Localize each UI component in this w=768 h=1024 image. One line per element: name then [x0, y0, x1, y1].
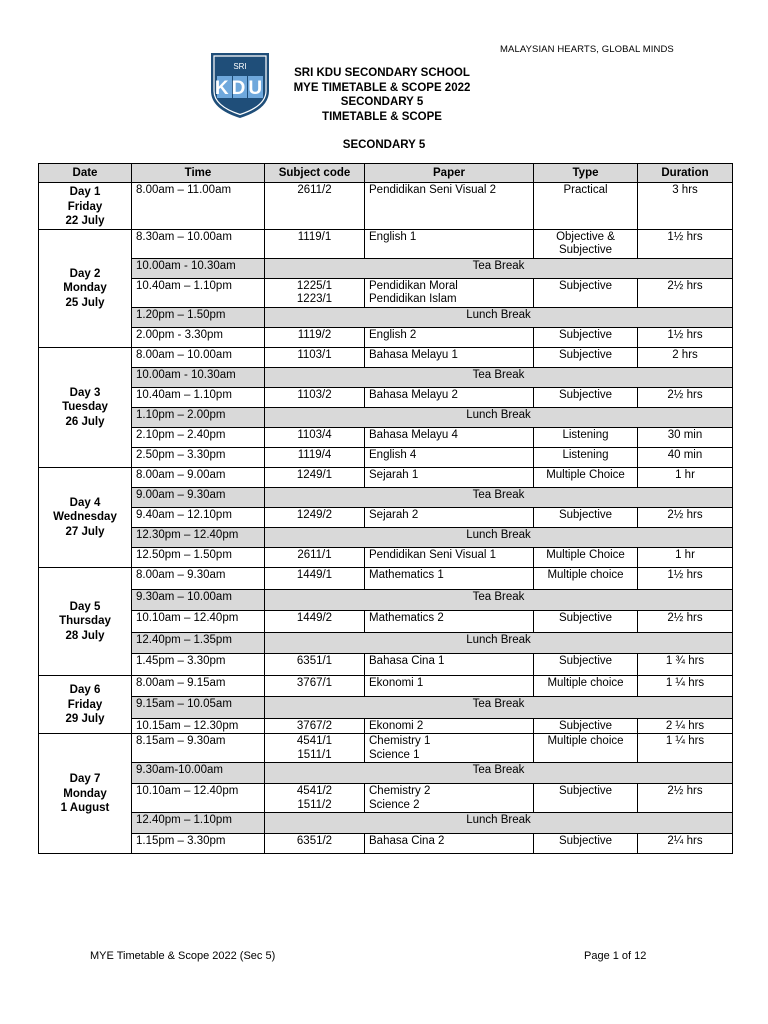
time-cell: 8.15am – 9.30am [132, 734, 265, 763]
paper-cell [365, 427, 534, 447]
subject-code-cell [265, 327, 365, 347]
time-cell: 9.30am – 10.00am [132, 589, 265, 610]
paper-cell [365, 447, 534, 467]
date-line: Monday [63, 787, 107, 800]
time-cell: 8.00am – 9.00am [132, 467, 265, 487]
table-row [39, 467, 733, 487]
duration-cell: 2 ¼ hrs [638, 718, 733, 734]
date-line: 26 July [65, 415, 105, 428]
break-label: Tea Break [265, 589, 733, 610]
time-cell: 12.40pm – 1.35pm [132, 632, 265, 653]
table-row [39, 734, 733, 763]
column-header-duration: Duration [638, 164, 733, 183]
column-header-paper: Paper [365, 164, 534, 183]
break-label: Tea Break [265, 763, 733, 784]
paper-name: Chemistry 1 [369, 735, 431, 747]
table-row [39, 567, 733, 589]
date-line: 22 July [65, 215, 105, 227]
paper-cell [365, 610, 534, 632]
time-cell: 10.00am - 10.30am [132, 367, 265, 387]
paper-cell [365, 653, 534, 675]
school-crest-logo [209, 51, 271, 120]
paper-name: Ekonomi 1 [369, 676, 424, 689]
break-row [39, 307, 733, 327]
break-row [39, 487, 733, 507]
subject-code-cell [265, 427, 365, 447]
table-row [39, 183, 733, 230]
time-cell: 1.20pm – 1.50pm [132, 307, 265, 327]
date-line: 25 July [65, 296, 105, 309]
time-cell: 12.40pm – 1.10pm [132, 813, 265, 834]
time-cell: 8.00am – 9.30am [132, 567, 265, 589]
table-row [39, 327, 733, 347]
break-label: Lunch Break [265, 307, 733, 327]
subject-code-cell [265, 653, 365, 675]
date-line: Thursday [59, 615, 111, 628]
type-cell: Multiple choice [534, 567, 638, 589]
subject-code-cell [265, 387, 365, 407]
subject-code-cell [265, 229, 365, 258]
date-line: Day 2 [69, 267, 101, 280]
subject-code-cell [265, 507, 365, 527]
paper-name: Sejarah 2 [369, 508, 419, 521]
type-cell: Subjective [534, 834, 638, 854]
table-row [39, 610, 733, 632]
table-row [39, 718, 733, 734]
date-line: Friday [67, 200, 103, 213]
paper-name: Sejarah 1 [369, 468, 419, 481]
subject-code-cell [265, 547, 365, 567]
paper-cell [365, 547, 534, 567]
subject-code: 6351/2 [296, 835, 333, 847]
table-header-row [39, 164, 733, 183]
paper-cell [365, 718, 534, 734]
time-cell: 2.00pm - 3.30pm [132, 327, 265, 347]
paper-name: Pendidikan Islam [369, 293, 457, 305]
time-cell: 10.10am – 12.40pm [132, 784, 265, 813]
break-label: Tea Break [265, 258, 733, 278]
time-cell: 10.40am – 1.10pm [132, 387, 265, 407]
subject-code: 3767/1 [296, 676, 333, 689]
subject-code-cell [265, 784, 365, 813]
date-cell [39, 675, 132, 734]
paper-name: Bahasa Cina 1 [369, 654, 445, 667]
paper-cell [365, 507, 534, 527]
break-label: Lunch Break [265, 527, 733, 547]
time-cell: 1.15pm – 3.30pm [132, 834, 265, 854]
subject-code: 1449/1 [296, 568, 333, 581]
date-line: 1 August [60, 802, 110, 815]
subject-code-cell [265, 834, 365, 854]
type-cell: Subjective [534, 387, 638, 407]
subject-code-cell [265, 610, 365, 632]
paper-name: English 2 [369, 328, 417, 341]
type-cell: Subjective [534, 327, 638, 347]
date-cell [39, 183, 132, 230]
subject-code-cell [265, 675, 365, 696]
table-row [39, 427, 733, 447]
date-line: Day 7 [69, 773, 101, 786]
paper-cell [365, 278, 534, 307]
date-cell [39, 229, 132, 347]
subject-code-cell [265, 734, 365, 763]
duration-cell: 2½ hrs [638, 610, 733, 632]
paper-cell [365, 229, 534, 258]
paper-name: Mathematics 2 [369, 611, 444, 624]
subject-code: 1223/1 [296, 293, 333, 305]
duration-cell: 1 ¼ hrs [638, 675, 733, 696]
duration-cell: 30 min [638, 427, 733, 447]
type-cell: Listening [534, 447, 638, 467]
time-cell: 12.30pm – 12.40pm [132, 527, 265, 547]
paper-cell [365, 675, 534, 696]
paper-name: Science 1 [369, 748, 420, 761]
date-line: 29 July [65, 713, 105, 725]
paper-name: Bahasa Cina 2 [369, 835, 445, 847]
paper-name: Bahasa Melayu 4 [369, 428, 458, 441]
type-cell: Practical [534, 183, 638, 230]
break-label: Lunch Break [265, 813, 733, 834]
subject-code-cell [265, 447, 365, 467]
paper-cell [365, 467, 534, 487]
column-header-subject-code: Subject code [265, 164, 365, 183]
subject-code: 3767/2 [296, 719, 333, 732]
subject-code: 1119/2 [297, 328, 332, 341]
type-cell: Objective & Subjective [534, 229, 638, 258]
break-row [39, 407, 733, 427]
break-row [39, 763, 733, 784]
time-cell: 12.50pm – 1.50pm [132, 547, 265, 567]
table-row [39, 229, 733, 258]
paper-name: Pendidikan Moral [369, 279, 458, 292]
break-label: Lunch Break [265, 407, 733, 427]
date-cell [39, 567, 132, 675]
exam-title: MYE TIMETABLE & SCOPE 2022 [293, 81, 471, 94]
logo-top-text: SRI [233, 62, 247, 71]
table-row [39, 507, 733, 527]
time-cell: 9.00am – 9.30am [132, 487, 265, 507]
subject-code-cell [265, 718, 365, 734]
paper-cell [365, 387, 534, 407]
time-cell: 10.00am - 10.30am [132, 258, 265, 278]
duration-cell: 1½ hrs [638, 567, 733, 589]
break-label: Tea Break [265, 696, 733, 718]
break-row [39, 632, 733, 653]
table-row [39, 387, 733, 407]
date-cell [39, 467, 132, 567]
subject-code: 1119/4 [297, 448, 332, 461]
subject-code: 1119/1 [297, 230, 332, 243]
subject-code: 1103/2 [297, 388, 332, 401]
type-cell: Subjective [534, 347, 638, 367]
subject-code: 1249/1 [296, 468, 333, 481]
time-cell: 1.45pm – 3.30pm [132, 653, 265, 675]
time-cell: 9.15am – 10.05am [132, 696, 265, 718]
subject-code: 2611/1 [297, 548, 332, 561]
document-kind: TIMETABLE & SCOPE [322, 110, 442, 123]
paper-name: Pendidikan Seni Visual 2 [369, 184, 497, 196]
break-label: Tea Break [265, 487, 733, 507]
duration-cell: 2½ hrs [638, 387, 733, 407]
table-row [39, 834, 733, 854]
break-row [39, 696, 733, 718]
type-cell: Subjective [534, 718, 638, 734]
time-cell: 10.40am – 1.10pm [132, 278, 265, 307]
time-cell: 8.00am – 10.00am [132, 347, 265, 367]
subject-code: 4541/2 [296, 785, 333, 797]
duration-cell: 1½ hrs [638, 229, 733, 258]
date-line: Day 5 [69, 600, 101, 613]
break-row [39, 367, 733, 387]
type-cell: Multiple Choice [534, 467, 638, 487]
type-cell: Listening [534, 427, 638, 447]
subject-code: 1103/4 [297, 428, 332, 441]
section-subtitle: SECONDARY 5 [342, 139, 426, 151]
date-line: Day 1 [69, 186, 101, 198]
subject-code: 4541/1 [296, 735, 333, 747]
subject-code-cell [265, 467, 365, 487]
duration-cell: 1½ hrs [638, 327, 733, 347]
table-row [39, 784, 733, 813]
time-cell: 2.50pm – 3.30pm [132, 447, 265, 467]
paper-cell [365, 734, 534, 763]
column-header-time: Time [132, 164, 265, 183]
date-line: Monday [63, 282, 107, 295]
subject-code: 1511/2 [297, 798, 332, 811]
date-line: 27 July [65, 525, 105, 538]
duration-cell: 2½ hrs [638, 507, 733, 527]
time-cell: 8.30am – 10.00am [132, 229, 265, 258]
subject-code: 1225/1 [296, 279, 333, 292]
duration-cell: 2 hrs [638, 347, 733, 367]
column-header-type: Type [534, 164, 638, 183]
paper-cell [365, 834, 534, 854]
duration-cell: 2½ hrs [638, 278, 733, 307]
date-line: Day 4 [69, 496, 101, 509]
table-row [39, 447, 733, 467]
paper-name: English 4 [369, 448, 417, 461]
date-line: Wednesday [53, 511, 117, 524]
duration-cell: 2¼ hrs [638, 834, 733, 854]
duration-cell: 2½ hrs [638, 784, 733, 813]
paper-name: English 1 [369, 230, 417, 243]
paper-name: Ekonomi 2 [369, 719, 424, 732]
break-row [39, 813, 733, 834]
type-cell: Multiple Choice [534, 547, 638, 567]
paper-cell [365, 183, 534, 230]
date-cell [39, 734, 132, 854]
duration-cell: 1 ¾ hrs [638, 653, 733, 675]
type-cell: Subjective [534, 784, 638, 813]
duration-cell: 1 ¼ hrs [638, 734, 733, 763]
subject-code-cell [265, 347, 365, 367]
paper-name: Bahasa Melayu 1 [369, 348, 458, 361]
footer-page-number: Page 1 of 12 [584, 950, 647, 962]
time-cell: 1.10pm – 2.00pm [132, 407, 265, 427]
paper-name: Mathematics 1 [369, 568, 444, 581]
paper-name: Chemistry 2 [369, 785, 431, 797]
date-cell [39, 347, 132, 467]
level-title: SECONDARY 5 [340, 96, 424, 108]
table-row [39, 347, 733, 367]
subject-code-cell [265, 183, 365, 230]
date-line: 28 July [65, 629, 105, 642]
break-row [39, 258, 733, 278]
break-row [39, 527, 733, 547]
date-line: Day 3 [69, 386, 101, 399]
paper-name: Science 2 [369, 798, 420, 811]
date-line: Tuesday [62, 401, 108, 414]
paper-name: Bahasa Melayu 2 [369, 388, 458, 401]
type-cell: Multiple choice [534, 675, 638, 696]
paper-cell [365, 327, 534, 347]
subject-code-cell [265, 567, 365, 589]
time-cell: 8.00am – 11.00am [132, 183, 265, 230]
table-row [39, 547, 733, 567]
table-row [39, 278, 733, 307]
subject-code: 2611/2 [297, 184, 332, 196]
paper-cell [365, 784, 534, 813]
school-name: SRI KDU SECONDARY SCHOOL [294, 67, 470, 79]
break-label: Lunch Break [265, 632, 733, 653]
break-row [39, 589, 733, 610]
type-cell: Subjective [534, 610, 638, 632]
paper-cell [365, 567, 534, 589]
time-cell: 9.30am-10.00am [132, 763, 265, 784]
logo-main-text: KDU [214, 78, 266, 99]
footer-document-name: MYE Timetable & Scope 2022 (Sec 5) [90, 950, 276, 962]
document-title-block [287, 66, 477, 124]
time-cell: 2.10pm – 2.40pm [132, 427, 265, 447]
subject-code: 6351/1 [296, 654, 333, 667]
type-cell: Subjective [534, 653, 638, 675]
duration-cell: 40 min [638, 447, 733, 467]
table-row [39, 675, 733, 696]
type-cell: Subjective [534, 278, 638, 307]
column-header-date: Date [39, 164, 132, 183]
duration-cell: 3 hrs [638, 183, 733, 230]
subject-code: 1511/1 [297, 748, 332, 761]
paper-name: Pendidikan Seni Visual 1 [369, 548, 497, 561]
subject-code: 1103/1 [297, 348, 332, 361]
school-tagline: MALAYSIAN HEARTS, GLOBAL MINDS [500, 44, 674, 55]
time-cell: 8.00am – 9.15am [132, 675, 265, 696]
date-line: Friday [67, 698, 103, 711]
paper-cell [365, 347, 534, 367]
date-line: Day 6 [69, 684, 101, 696]
subject-code: 1449/2 [296, 611, 333, 624]
break-label: Tea Break [265, 367, 733, 387]
subject-code: 1249/2 [296, 508, 333, 521]
time-cell: 10.10am – 12.40pm [132, 610, 265, 632]
duration-cell: 1 hr [638, 547, 733, 567]
table-row [39, 653, 733, 675]
exam-timetable [38, 163, 733, 854]
time-cell: 10.15am – 12.30pm [132, 718, 265, 734]
subject-code-cell [265, 278, 365, 307]
time-cell: 9.40am – 12.10pm [132, 507, 265, 527]
type-cell: Multiple choice [534, 734, 638, 763]
type-cell: Subjective [534, 507, 638, 527]
duration-cell: 1 hr [638, 467, 733, 487]
